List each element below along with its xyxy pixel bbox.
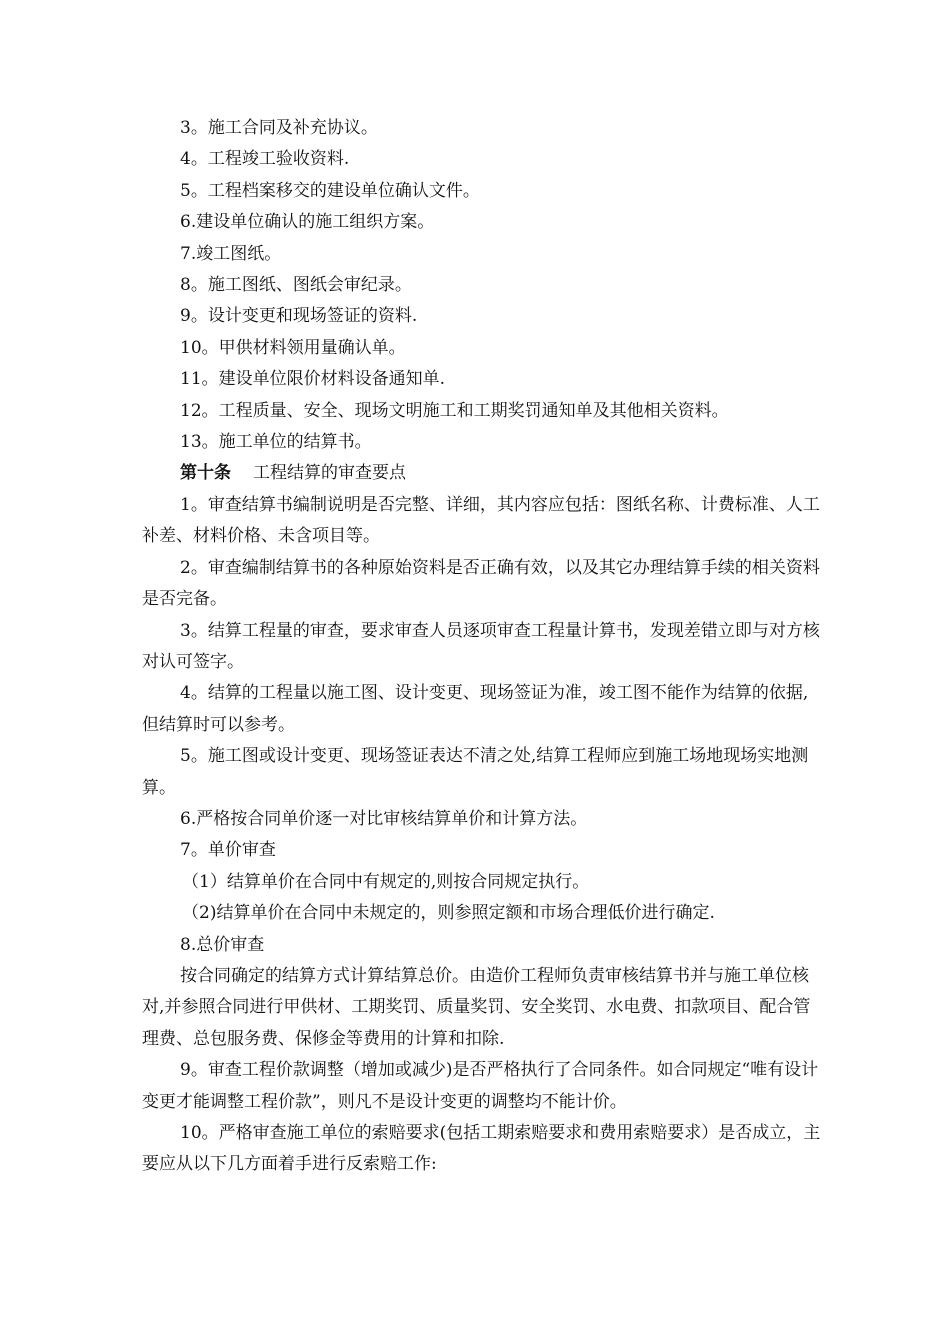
list-item: 12。工程质量、安全、现场文明施工和工期奖罚通知单及其他相关资料。 bbox=[180, 400, 729, 421]
review-point: 10。严格审查施工单位的索赔要求(包括工期索赔要求和费用索赔要求）是否成立，主要应从以下几方面着手进行反索赔工作: bbox=[142, 1123, 821, 1175]
review-point: 9。审查工程价款调整（增加或减少)是否严格执行了合同条件。如合同规定“唯有设计变更才能调整工程价款”，则凡不是设计变更的调整均不能计价。 bbox=[142, 1060, 819, 1112]
list-item: 9。设计变更和现场签证的资料. bbox=[180, 306, 418, 327]
list-item: 4。工程竣工验收资料. bbox=[180, 149, 350, 170]
article-heading bbox=[142, 458, 822, 489]
list-item: 10。甲供材料领用量确认单。 bbox=[180, 337, 406, 358]
document-body bbox=[142, 113, 822, 1181]
list-item: 8。施工图纸、图纸会审纪录。 bbox=[180, 275, 412, 296]
review-point: 5。施工图或设计变更、现场签证表达不清之处,结算工程师应到施工场地现场实地测算。 bbox=[142, 746, 809, 798]
article-title: 工程结算的审查要点 bbox=[253, 463, 406, 484]
review-point: 1。审查结算书编制说明是否完整、详细，其内容应包括：图纸名称、计费标准、人工补差、材料价格、未含项目等。 bbox=[142, 494, 820, 547]
list-item: 11。建设单位限价材料设备通知单. bbox=[180, 369, 446, 390]
article-number: 第十条 bbox=[180, 463, 231, 484]
review-point: 4。结算的工程量以施工图、设计变更、现场签证为准，竣工图不能作为结算的依据,但结算时可以参考。 bbox=[142, 683, 809, 735]
list-item: 5。工程档案移交的建设单位确认文件。 bbox=[180, 180, 480, 201]
sub-item: （1）结算单价在合同中有规定的,则按合同规定执行。 bbox=[182, 871, 590, 892]
review-point: 6.严格按合同单价逐一对比审核结算单价和计算方法。 bbox=[180, 808, 588, 829]
list-item: 6.建设单位确认的施工组织方案。 bbox=[180, 212, 435, 233]
list-item: 3。施工合同及补充协议。 bbox=[180, 118, 378, 138]
sub-item: （2)结算单价在合同中未规定的，则参照定额和市场合理低价进行确定. bbox=[182, 903, 715, 924]
review-point: 3。结算工程量的审查，要求审查人员逐项审查工程量计算书，发现差错立即与对方核对认可签字。 bbox=[142, 620, 820, 672]
review-point: 7。单价审查 bbox=[180, 840, 276, 861]
list-item: 13。施工单位的结算书。 bbox=[180, 432, 372, 453]
paragraph: 按合同确定的结算方式计算结算总价。由造价工程师负责审核结算书并与施工单位核对,并参照合同进行甲供材、工期奖罚、质量奖罚、安全奖罚、水电费、扣款项目、配合管理费、总包服务费、保修金等费用的计算和扣除. bbox=[142, 965, 811, 1049]
review-point: 2。审查编制结算书的各种原始资料是否正确有效，以及其它办理结算手续的相关资料是否完备。 bbox=[142, 557, 820, 610]
list-item: 7.竣工图纸。 bbox=[180, 243, 282, 264]
review-point: 8.总价审查 bbox=[180, 934, 265, 955]
